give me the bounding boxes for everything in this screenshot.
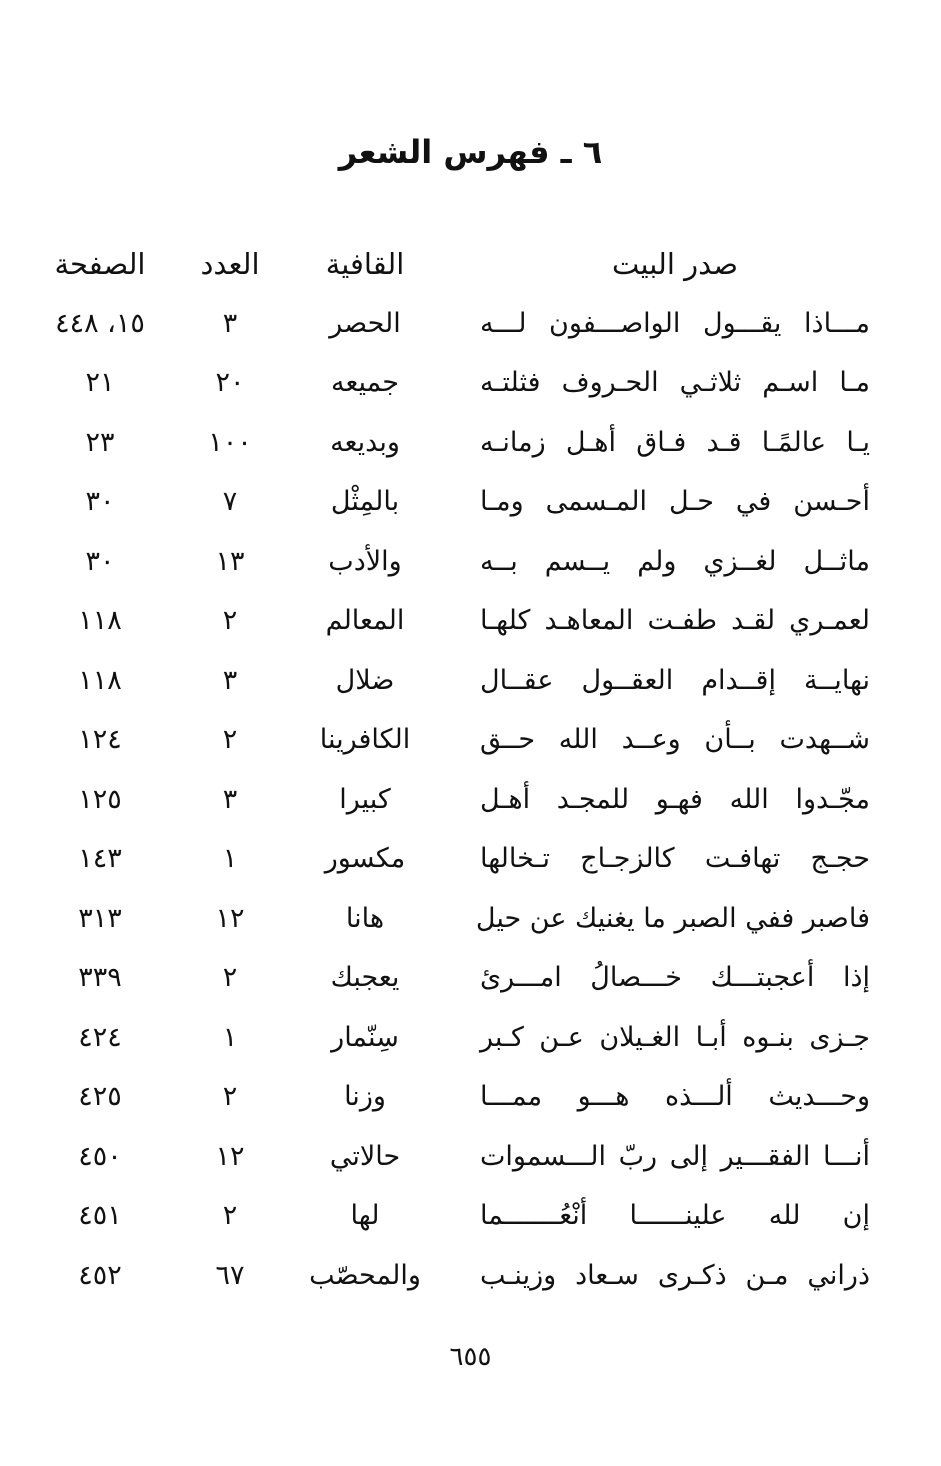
verse-cell: مـــاذا يقـــول الواصـــفون لـــه	[480, 307, 870, 339]
count-cell: ٢	[222, 1200, 238, 1231]
page-cell: ١١٨	[78, 605, 122, 636]
rhyme-cell: وزنا	[344, 1081, 386, 1112]
table-header-row	[54, 240, 870, 300]
rhyme-cell: الحصر	[329, 307, 401, 339]
count-cell: ١٢	[215, 902, 245, 934]
verse-cell: إن لله علينــــــا أنْعُـــــــما	[480, 1200, 870, 1231]
verse-cell: إذا أعجبتـــك خـــصالُ امـــرئ	[480, 962, 870, 993]
rhyme-cell: هانا	[345, 902, 385, 934]
page-cell: ٣١٣	[78, 902, 122, 934]
page-cell: ٤٢٥	[78, 1081, 122, 1112]
rhyme-cell: والأدب	[328, 545, 402, 577]
page-cell: ٤٢٤	[78, 1021, 122, 1053]
rhyme-cell: وبديعه	[330, 426, 400, 458]
header-page: الصفحة	[54, 247, 146, 281]
verse-cell: ماثــل لغــزي ولم يــسم بــه	[480, 545, 870, 577]
verse-cell: شــهدت بــأن وعــد الله حــق	[480, 724, 870, 755]
page-cell: ٢١	[85, 367, 115, 398]
table-row	[60, 597, 870, 657]
page-number: ٦٥٥	[449, 1342, 492, 1372]
page-cell: ١٢٤	[78, 724, 122, 755]
table-row	[60, 478, 870, 538]
page-cell: ٢٣	[85, 426, 115, 458]
page-cell: ١١٨	[78, 664, 122, 696]
table-row	[60, 716, 870, 776]
count-cell: ٣	[222, 783, 238, 815]
table-row	[60, 657, 870, 717]
table-row	[60, 954, 870, 1014]
verse-cell: جـزى بنـوه أبـا الغـيلان عـن كـبر	[480, 1021, 870, 1053]
verse-cell: يـا عالمًـا قـد فـاق أهـل زمانـه	[480, 426, 870, 458]
verse-cell: لعمـري لقـد طفـت المعاهـد كلهـا	[480, 605, 870, 636]
rhyme-cell: ضلال	[335, 664, 395, 696]
count-cell: ٧	[222, 486, 238, 517]
rhyme-cell: يعجبك	[330, 962, 400, 993]
table-row	[60, 1014, 870, 1074]
table-row	[55, 300, 870, 360]
count-cell: ٢	[222, 962, 238, 993]
rhyme-cell: جميعه	[331, 367, 399, 398]
page-title: ٦ ـ فهرس الشعر	[338, 133, 603, 171]
count-cell: ٣	[222, 664, 238, 696]
page-cell: ١٥، ٤٤٨	[55, 307, 145, 339]
page-cell: ١٤٣	[78, 843, 122, 874]
page-cell: ٣٠	[85, 545, 115, 577]
verse-cell: مـا اسـم ثلاثـي الحـروف فثلتـه	[480, 367, 870, 398]
count-cell: ٢	[222, 724, 238, 755]
verse-cell: أنـــا الفقـــير إلى ربّ الـــسموات	[480, 1140, 870, 1172]
table-row	[60, 776, 870, 836]
table-row	[60, 1073, 870, 1133]
table-row	[60, 895, 870, 955]
count-cell: ١٠٠	[208, 426, 252, 458]
count-cell: ١٢	[215, 1140, 245, 1172]
page-cell: ٣٠	[85, 486, 115, 517]
poetry-index-table	[54, 240, 870, 1311]
rhyme-cell: والمحصّب	[309, 1259, 421, 1291]
verse-cell: أحـسن في حـل المـسمى ومـا	[480, 486, 870, 517]
count-cell: ١٣	[215, 545, 245, 577]
page-cell: ١٢٥	[78, 783, 122, 815]
count-cell: ٢	[222, 605, 238, 636]
table-row	[60, 835, 870, 895]
page-cell: ٤٥١	[78, 1200, 122, 1231]
rhyme-cell: كبيرا	[339, 783, 391, 815]
rhyme-cell: مكسور	[324, 843, 406, 874]
count-cell: ٦٧	[215, 1259, 245, 1291]
page-cell: ٤٥٢	[78, 1259, 122, 1291]
header-verse: صدر البيت	[612, 247, 738, 281]
header-count: العدد	[200, 247, 260, 281]
verse-cell: حجـج تهافـت كالزجـاج تـخالها	[480, 843, 870, 874]
table-row	[60, 1252, 870, 1312]
page-cell: ٤٥٠	[78, 1140, 122, 1172]
count-cell: ٢	[222, 1081, 238, 1112]
rhyme-cell: الكافرينا	[319, 724, 411, 755]
table-row	[60, 419, 870, 479]
verse-cell: وحـــديث ألـــذه هـــو ممـــا	[480, 1081, 870, 1112]
count-cell: ٢٠	[215, 367, 245, 398]
rhyme-cell: سِنّمار	[331, 1021, 399, 1053]
count-cell: ١	[222, 843, 238, 874]
rhyme-cell: لها	[350, 1200, 380, 1231]
verse-cell: ذراني مـن ذكـرى سـعاد وزينـب	[480, 1259, 870, 1291]
table-body	[55, 300, 870, 1312]
table-row	[60, 1133, 870, 1193]
rhyme-cell: المعالم	[325, 605, 405, 636]
verse-cell: فاصبر ففي الصبر ما يغنيك عن حيل	[475, 902, 870, 934]
rhyme-cell: بالمِثْل	[330, 486, 400, 517]
header-rhyme: القافية	[325, 247, 405, 281]
count-cell: ١	[222, 1021, 238, 1053]
table-row	[60, 359, 870, 419]
rhyme-cell: حالاتي	[329, 1140, 401, 1172]
count-cell: ٣	[222, 307, 238, 339]
table-row	[60, 538, 870, 598]
verse-cell: مجّـدوا الله فهـو للمجـد أهـل	[480, 783, 870, 815]
verse-cell: نهايــة إقــدام العقــول عقــال	[480, 664, 870, 696]
table-row	[60, 1192, 870, 1252]
page-cell: ٣٣٩	[78, 962, 122, 993]
